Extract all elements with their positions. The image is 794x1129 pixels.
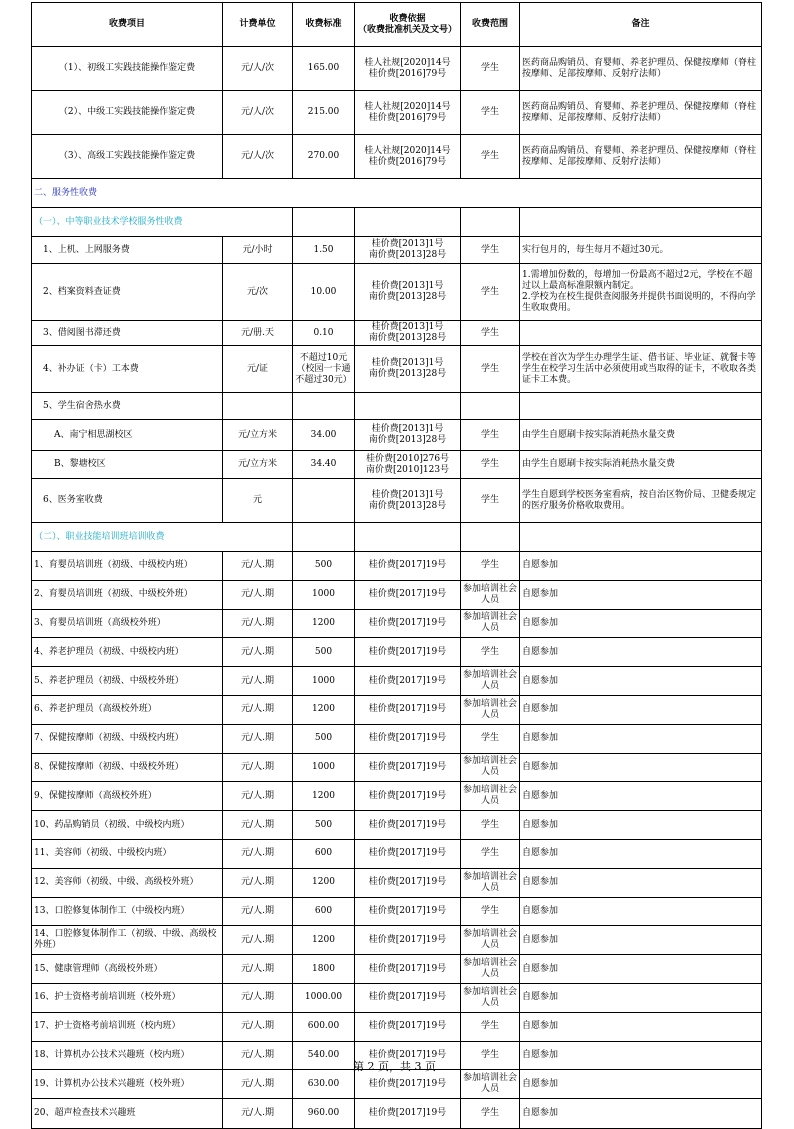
training-row <box>32 580 762 609</box>
training-row <box>32 782 762 811</box>
basis-cell: 桂价费[2017]19号 <box>355 552 461 581</box>
scope-cell: 学生 <box>461 839 520 868</box>
remark-cell: 自愿参加 <box>520 580 762 609</box>
scope-cell: 学生 <box>461 451 520 479</box>
empty-cell <box>355 208 461 237</box>
unit-cell: 元/人.期 <box>223 1099 293 1129</box>
item-cell: 6、养老护理员（高级校外班） <box>32 695 223 724</box>
remark-cell: 医药商品购销员、育婴师、养老护理员、保健按摩师（脊柱按摩师、足部按摩师、反射疗法师） <box>520 91 762 135</box>
basis-cell: 桂价费[2017]19号 <box>355 839 461 868</box>
scope-cell: 学生 <box>461 1041 520 1070</box>
basis-line2: 南价费[2013]28号 <box>368 292 447 302</box>
standard-line2: （校园一卡通 <box>296 363 351 374</box>
standard-cell: 165.00 <box>293 47 355 91</box>
item-cell: 18、计算机办公技术兴趣班（校内班） <box>32 1041 223 1070</box>
unit-cell: 元/人.期 <box>223 753 293 782</box>
standard-cell: 34.40 <box>293 451 355 479</box>
basis-cell: 桂价费[2017]19号 <box>355 1070 461 1099</box>
basis-cell <box>355 135 461 179</box>
item-cell: 2、育婴员培训班（初级、中级校外班） <box>32 580 223 609</box>
section-title: 二、服务性收费 <box>32 179 762 208</box>
remark-cell: 由学生自愿刷卡按实际消耗热水量交费 <box>520 451 762 479</box>
basis-cell: 桂价费[2017]19号 <box>355 724 461 753</box>
unit-cell: 元/证 <box>223 346 293 393</box>
standard-cell: 1000 <box>293 580 355 609</box>
item-cell: 19、计算机办公技术兴趣班（校外班） <box>32 1070 223 1099</box>
basis-line1: 桂人社规[2020]14号 <box>364 101 451 112</box>
scope-cell: 学生 <box>461 811 520 840</box>
training-row <box>32 1099 762 1129</box>
basis-line1: 桂价费[2013]1号 <box>371 281 444 291</box>
unit-cell: 元/人.期 <box>223 609 293 638</box>
scope-cell: 参加培训社会人员 <box>461 926 520 955</box>
item-cell: B、黎塘校区 <box>32 451 223 479</box>
page-footer: 第 2 页，共 3 页 <box>353 1060 436 1073</box>
header-basis-line1: 收费依据 <box>389 13 426 24</box>
remark-cell: 自愿参加 <box>520 897 762 926</box>
subsection-title: （一）、中等职业技术学校服务性收费 <box>32 208 293 237</box>
scope-cell: 学生 <box>461 91 520 135</box>
basis-line1: 桂人社规[2020]14号 <box>364 145 451 156</box>
unit-cell: 元/人.期 <box>223 811 293 840</box>
scope-cell: 参加培训社会人员 <box>461 667 520 696</box>
item-cell: （1）、初级工实践技能操作鉴定费 <box>32 47 223 91</box>
basis-line1: 桂价费[2013]1号 <box>371 239 444 249</box>
empty-cell <box>461 523 520 552</box>
unit-cell: 元/人.期 <box>223 868 293 897</box>
header-standard: 收费标准 <box>293 3 355 47</box>
basis-cell: 桂价费[2017]19号 <box>355 695 461 724</box>
remark-cell: 医药商品购销员、育婴师、养老护理员、保健按摩师（脊柱按摩师、足部按摩师、反射疗法师） <box>520 47 762 91</box>
basis-cell <box>355 91 461 135</box>
remark-cell: 由学生自愿刷卡按实际消耗热水量交费 <box>520 420 762 451</box>
remark-cell <box>520 321 762 346</box>
item-cell: 16、护士资格考前培训班（校外班） <box>32 983 223 1012</box>
scope-cell: 参加培训社会人员 <box>461 983 520 1012</box>
unit-cell: 元 <box>223 479 293 523</box>
remark-cell: 自愿参加 <box>520 1041 762 1070</box>
training-row <box>32 552 762 581</box>
item-cell: 1、育婴员培训班（初级、中级校内班） <box>32 552 223 581</box>
basis-cell: 桂价费[2017]19号 <box>355 1012 461 1041</box>
standard-cell: 500 <box>293 724 355 753</box>
header-basis <box>355 3 461 47</box>
standard-cell: 960.00 <box>293 1099 355 1129</box>
scope-cell: 学生 <box>461 420 520 451</box>
remark-cell: 自愿参加 <box>520 724 762 753</box>
standard-cell: 1000 <box>293 667 355 696</box>
basis-cell <box>355 346 461 393</box>
empty-cell <box>293 523 355 552</box>
scope-cell: 学生 <box>461 724 520 753</box>
standard-cell: 1000 <box>293 753 355 782</box>
item-cell: 14、口腔修复体制作工（初级、中级、高级校外班） <box>32 926 223 955</box>
remark-cell: 自愿参加 <box>520 695 762 724</box>
standard-cell: 1200 <box>293 782 355 811</box>
skill-row <box>32 91 762 135</box>
remark-cell: 自愿参加 <box>520 667 762 696</box>
basis-cell: 桂价费[2017]19号 <box>355 868 461 897</box>
remark-cell: 自愿参加 <box>520 1070 762 1099</box>
training-row <box>32 811 762 840</box>
unit-cell: 元/人.期 <box>223 580 293 609</box>
remark-cell: 学校在首次为学生办理学生证、借书证、毕业证、就餐卡等学生在校学习生活中必须使用或当取得的证卡，不收取各类证卡工本费。 <box>520 346 762 393</box>
basis-line2: 南价费[2013]28号 <box>368 333 447 343</box>
basis-line1: 桂价费[2013]1号 <box>371 424 444 434</box>
header-row <box>32 3 762 47</box>
scope-cell: 参加培训社会人员 <box>461 695 520 724</box>
remark-cell: 自愿参加 <box>520 926 762 955</box>
item-cell: 5、养老护理员（初级、中级校外班） <box>32 667 223 696</box>
training-row <box>32 1012 762 1041</box>
remark-cell: 自愿参加 <box>520 983 762 1012</box>
unit-cell: 元/人/次 <box>223 47 293 91</box>
standard-cell: 270.00 <box>293 135 355 179</box>
basis-cell: 桂价费[2017]19号 <box>355 897 461 926</box>
basis-cell: 桂价费[2017]19号 <box>355 753 461 782</box>
section-row <box>32 179 762 208</box>
header-scope: 收费范围 <box>461 3 520 47</box>
training-row <box>32 638 762 667</box>
basis-line2: 南价费[2013]28号 <box>368 250 447 260</box>
scope-cell: 参加培训社会人员 <box>461 1070 520 1099</box>
remark-cell: 自愿参加 <box>520 753 762 782</box>
unit-cell: 元/人.期 <box>223 1012 293 1041</box>
remark-cell: 自愿参加 <box>520 955 762 984</box>
remark-line2: 2.学校为在校生提供查阅服务并提供书面说明的，不得向学生收取费用。 <box>522 292 756 313</box>
standard-cell: 1800 <box>293 955 355 984</box>
remark-line1: 1.需增加份数的，每增加一份最高不超过2元，学校在不超过以上最高标准限额内制定。 <box>522 270 753 291</box>
unit-cell: 元/小时 <box>223 237 293 264</box>
standard-cell: 600.00 <box>293 1012 355 1041</box>
basis-line2: 南价费[2013]28号 <box>368 435 447 445</box>
subsection-title: （二）、职业技能培训班培训收费 <box>32 523 293 552</box>
unit-cell: 元/人.期 <box>223 839 293 868</box>
scope-cell: 学生 <box>461 346 520 393</box>
training-row <box>32 1070 762 1099</box>
scope-cell: 学生 <box>461 264 520 321</box>
unit-cell: 元/人.期 <box>223 926 293 955</box>
item-cell: 4、补办证（卡）工本费 <box>32 346 223 393</box>
training-row <box>32 667 762 696</box>
header-basis-line2: （收费批准机关及文号） <box>357 24 457 35</box>
service-row <box>32 346 762 393</box>
subsection-row <box>32 208 762 237</box>
service-row <box>32 420 762 451</box>
remark-cell: 医药商品购销员、育婴师、养老护理员、保健按摩师（脊柱按摩师、足部按摩师、反射疗法师） <box>520 135 762 179</box>
item-cell: 6、医务室收费 <box>32 479 223 523</box>
basis-line2: 南价费[2013]28号 <box>368 500 447 511</box>
remark-cell: 自愿参加 <box>520 609 762 638</box>
scope-cell: 参加培训社会人员 <box>461 580 520 609</box>
remark-cell: 自愿参加 <box>520 839 762 868</box>
basis-cell: 桂价费[2017]19号 <box>355 811 461 840</box>
basis-line1: 桂价费[2010]276号 <box>365 453 450 464</box>
training-row <box>32 839 762 868</box>
basis-cell <box>355 237 461 264</box>
remark-cell: 学生自愿到学校医务室看病，按自治区物价局、卫健委规定的医疗服务价格收取费用。 <box>520 479 762 523</box>
item-cell: （2）、中级工实践技能操作鉴定费 <box>32 91 223 135</box>
unit-cell: 元/人/次 <box>223 135 293 179</box>
training-row <box>32 868 762 897</box>
basis-cell <box>355 393 461 420</box>
basis-cell <box>355 451 461 479</box>
basis-line1: 桂人社规[2020]14号 <box>364 57 451 68</box>
unit-cell: 元/人.期 <box>223 955 293 984</box>
basis-cell <box>355 264 461 321</box>
training-row <box>32 955 762 984</box>
training-row <box>32 897 762 926</box>
empty-cell <box>293 208 355 237</box>
skill-row <box>32 135 762 179</box>
training-row <box>32 609 762 638</box>
scope-cell: 参加培训社会人员 <box>461 753 520 782</box>
standard-cell: 600 <box>293 839 355 868</box>
empty-cell <box>520 208 762 237</box>
scope-cell <box>461 393 520 420</box>
basis-cell: 桂价费[2017]19号 <box>355 955 461 984</box>
remark-cell: 自愿参加 <box>520 782 762 811</box>
item-cell: 20、超声检查技术兴趣班 <box>32 1099 223 1129</box>
service-row <box>32 479 762 523</box>
unit-cell: 元/人.期 <box>223 552 293 581</box>
standard-cell: 10.00 <box>293 264 355 321</box>
item-cell: 4、养老护理员（初级、中级校内班） <box>32 638 223 667</box>
item-cell: A、南宁相思湖校区 <box>32 420 223 451</box>
scope-cell: 学生 <box>461 552 520 581</box>
basis-line2: 桂价费[2016]79号 <box>368 68 447 79</box>
scope-cell: 学生 <box>461 321 520 346</box>
unit-cell: 元/立方米 <box>223 420 293 451</box>
service-row <box>32 237 762 264</box>
standard-cell: 500 <box>293 811 355 840</box>
item-cell: 5、学生宿舍热水费 <box>32 393 223 420</box>
unit-cell: 元/册.天 <box>223 321 293 346</box>
subsection-row <box>32 523 762 552</box>
unit-cell: 元/人.期 <box>223 897 293 926</box>
empty-cell <box>355 523 461 552</box>
remark-cell: 实行包月的，每生每月不超过30元。 <box>520 237 762 264</box>
remark-cell <box>520 393 762 420</box>
item-cell: 9、保健按摩师（高级校外班） <box>32 782 223 811</box>
service-row <box>32 451 762 479</box>
remark-cell: 自愿参加 <box>520 1099 762 1129</box>
basis-line1: 桂价费[2013]1号 <box>371 358 444 368</box>
unit-cell: 元/人.期 <box>223 782 293 811</box>
item-cell: 3、育婴员培训班（高级校外班） <box>32 609 223 638</box>
basis-line2: 南价费[2013]28号 <box>368 369 447 379</box>
standard-cell: 1000.00 <box>293 983 355 1012</box>
standard-cell: 630.00 <box>293 1070 355 1099</box>
standard-cell: 600 <box>293 897 355 926</box>
unit-cell: 元/次 <box>223 264 293 321</box>
standard-cell: 1.50 <box>293 237 355 264</box>
unit-cell: 元/人.期 <box>223 1070 293 1099</box>
unit-cell: 元/人.期 <box>223 724 293 753</box>
standard-cell: 500 <box>293 552 355 581</box>
empty-cell <box>461 208 520 237</box>
unit-cell: 元/人.期 <box>223 983 293 1012</box>
scope-cell: 学生 <box>461 237 520 264</box>
item-cell: 12、美容师（初级、中级、高级校外班） <box>32 868 223 897</box>
unit-cell: 元/人.期 <box>223 695 293 724</box>
basis-cell <box>355 479 461 523</box>
basis-cell: 桂价费[2017]19号 <box>355 580 461 609</box>
item-cell: 2、档案资料查证费 <box>32 264 223 321</box>
remark-cell: 自愿参加 <box>520 552 762 581</box>
standard-cell: 1200 <box>293 926 355 955</box>
scope-cell: 参加培训社会人员 <box>461 955 520 984</box>
unit-cell <box>223 393 293 420</box>
standard-cell: 215.00 <box>293 91 355 135</box>
service-row <box>32 264 762 321</box>
unit-cell: 元/立方米 <box>223 451 293 479</box>
training-row <box>32 926 762 955</box>
remark-cell <box>520 264 762 321</box>
standard-cell: 1200 <box>293 695 355 724</box>
unit-cell: 元/人.期 <box>223 667 293 696</box>
item-cell: 13、口腔修复体制作工（中级校内班） <box>32 897 223 926</box>
basis-cell <box>355 321 461 346</box>
fee-table <box>31 2 762 1129</box>
standard-cell: 1200 <box>293 868 355 897</box>
standard-cell: 500 <box>293 638 355 667</box>
scope-cell: 参加培训社会人员 <box>461 868 520 897</box>
item-cell: 8、保健按摩师（初级、中级校外班） <box>32 753 223 782</box>
unit-cell: 元/人.期 <box>223 638 293 667</box>
item-cell: 11、美容师（初级、中级校内班） <box>32 839 223 868</box>
basis-cell: 桂价费[2017]19号 <box>355 1099 461 1129</box>
basis-cell: 桂价费[2017]19号 <box>355 638 461 667</box>
training-row <box>32 753 762 782</box>
basis-cell: 桂价费[2017]19号 <box>355 609 461 638</box>
item-cell: 7、保健按摩师（初级、中级校内班） <box>32 724 223 753</box>
standard-cell: 0.10 <box>293 321 355 346</box>
basis-cell: 桂价费[2017]19号 <box>355 926 461 955</box>
remark-cell: 自愿参加 <box>520 638 762 667</box>
item-cell: （3）、高级工实践技能操作鉴定费 <box>32 135 223 179</box>
standard-cell: 540.00 <box>293 1041 355 1070</box>
training-row <box>32 695 762 724</box>
basis-line2: 南价费[2010]123号 <box>365 464 450 475</box>
header-unit: 计费单位 <box>223 3 293 47</box>
scope-cell: 学生 <box>461 479 520 523</box>
header-remark: 备注 <box>520 3 762 47</box>
standard-line3: 不超过30元） <box>295 374 352 385</box>
basis-cell: 桂价费[2017]19号 <box>355 983 461 1012</box>
remark-cell: 自愿参加 <box>520 1012 762 1041</box>
service-row <box>32 321 762 346</box>
scope-cell: 学生 <box>461 135 520 179</box>
scope-cell: 学生 <box>461 47 520 91</box>
basis-line2: 桂价费[2016]79号 <box>368 156 447 167</box>
standard-line1: 不超过10元 <box>299 352 348 363</box>
basis-line1: 桂价费[2013]1号 <box>371 322 444 332</box>
item-cell: 10、药品购销员（初级、中级校内班） <box>32 811 223 840</box>
remark-cell: 自愿参加 <box>520 868 762 897</box>
scope-cell: 参加培训社会人员 <box>461 782 520 811</box>
basis-cell: 桂价费[2017]19号 <box>355 667 461 696</box>
item-cell: 15、健康管理师（高级校外班） <box>32 955 223 984</box>
item-cell: 1、上机、上网服务费 <box>32 237 223 264</box>
service-row <box>32 393 762 420</box>
basis-cell <box>355 47 461 91</box>
basis-line2: 桂价费[2016]79号 <box>368 112 447 123</box>
unit-cell: 元/人.期 <box>223 1041 293 1070</box>
empty-cell <box>520 523 762 552</box>
standard-cell <box>293 346 355 393</box>
training-row <box>32 983 762 1012</box>
standard-cell: 1200 <box>293 609 355 638</box>
scope-cell: 参加培训社会人员 <box>461 609 520 638</box>
scope-cell: 学生 <box>461 897 520 926</box>
scope-cell: 学生 <box>461 1012 520 1041</box>
unit-cell: 元/人/次 <box>223 91 293 135</box>
basis-line1: 桂价费[2013]1号 <box>371 489 444 500</box>
remark-cell: 自愿参加 <box>520 811 762 840</box>
basis-cell: 桂价费[2017]19号 <box>355 782 461 811</box>
standard-cell <box>293 393 355 420</box>
skill-row <box>32 47 762 91</box>
header-item: 收费项目 <box>32 3 223 47</box>
item-cell: 3、借阅图书滞还费 <box>32 321 223 346</box>
basis-cell: 桂价费[2017]19号 <box>355 1041 461 1070</box>
item-cell: 17、护士资格考前培训班（校内班） <box>32 1012 223 1041</box>
standard-cell: 34.00 <box>293 420 355 451</box>
basis-cell <box>355 420 461 451</box>
scope-cell: 学生 <box>461 638 520 667</box>
standard-cell <box>293 479 355 523</box>
scope-cell: 学生 <box>461 1099 520 1129</box>
training-row <box>32 724 762 753</box>
